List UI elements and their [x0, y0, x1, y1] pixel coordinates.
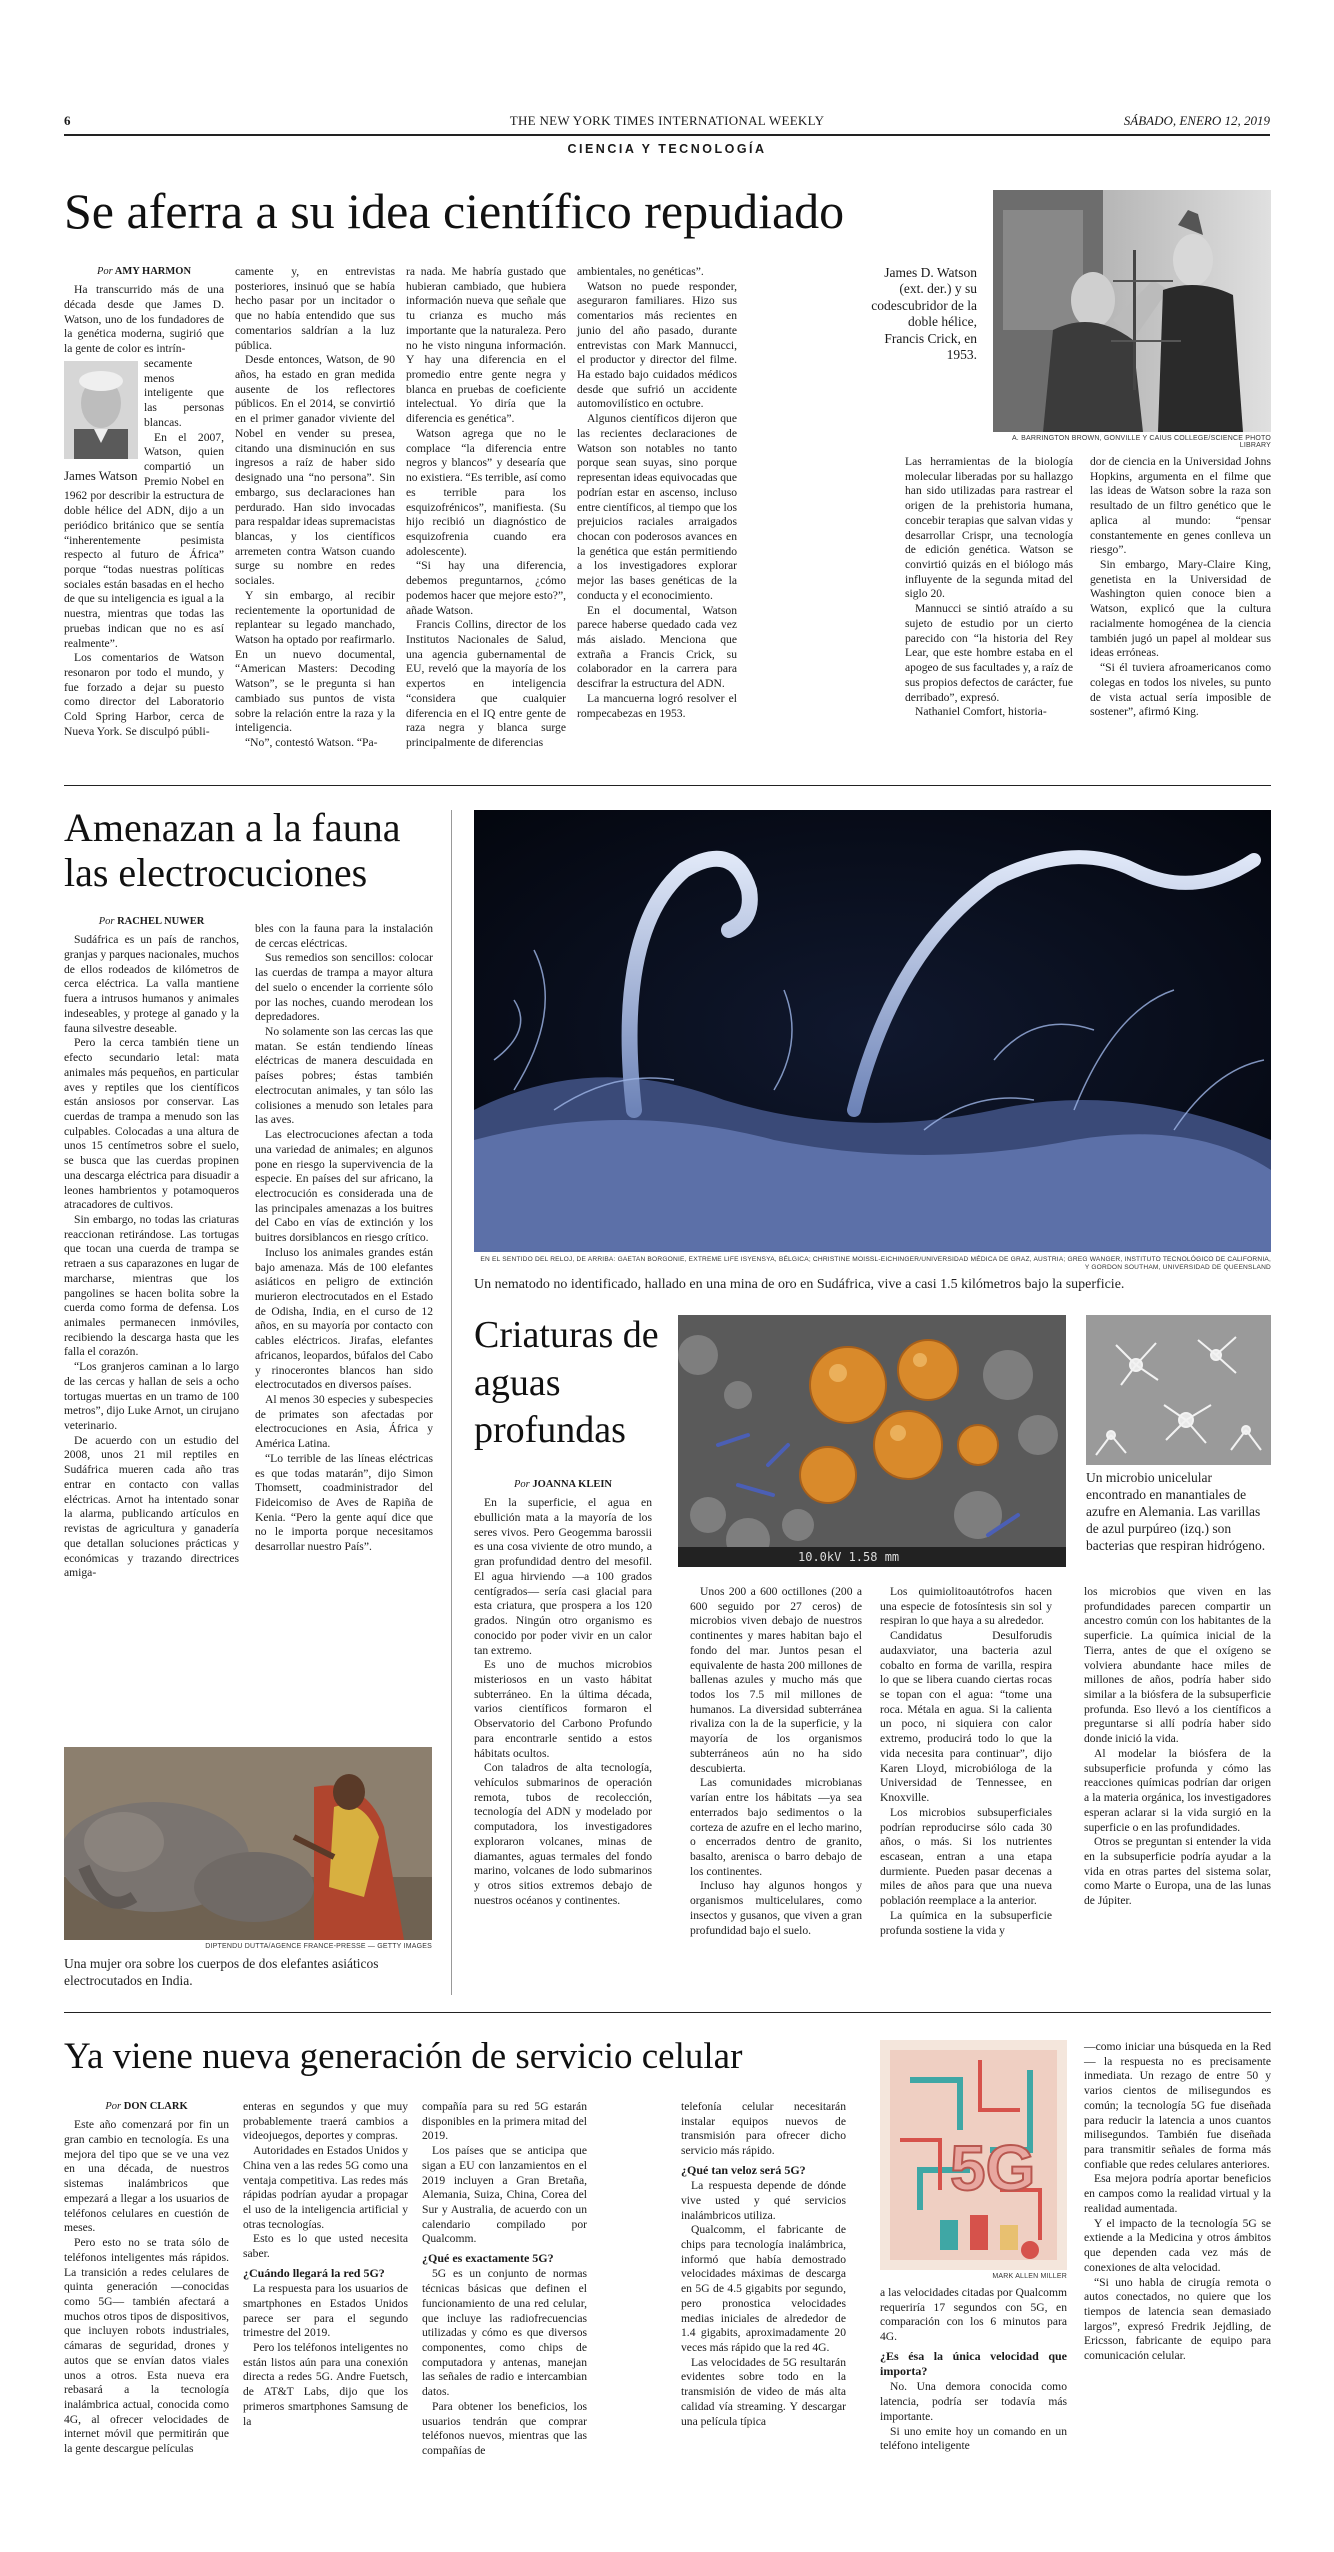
paragraph: Esa mejora podría aportar beneficios en campos como la realidad virtual y la realidad aumentada. [1084, 2172, 1271, 2215]
paragraph: dor de ciencia en la Universidad Johns Hopkins, argumenta en el filme que las ideas de Watson sobre la raza son resultado de un filtro genético que le aplica al mundo: “pensar constantemente en genes conlleva un riesgo”. [1090, 455, 1271, 557]
elephants-photo [64, 1747, 432, 1940]
page-number: 6 [64, 113, 71, 128]
article2-column-1 [64, 915, 239, 1581]
paragraph: 5G es un conjunto de normas técnicas básicas que definen el funcionamiento de una red celular, que incluye las radiofrecuencias utilizadas y cómo es que diversos componentes, como chips de computadora y antenas, manejan las señales de radio e intercambian datos. [422, 2267, 587, 2399]
nematode-photo-credit: EN EL SENTIDO DEL RELOJ, DE ARRIBA: GAETAN BORGONIE, EXTREME LIFE ISYENSYA, BÉLGICA; CHRISTINE MOISSL-EICHINGER/UNIVERSIDAD MÉDICA DE GRAZ, AUSTRIA; GREG WANGER, INSTITUTO TECNOLÓGICO DE CALIFORNIA, Y GORDON SOUTHAM, UNIVERSIDAD DE QUEENSLAND [480, 1256, 1271, 1272]
elephants-photo-caption: Una mujer ora sobre los cuerpos de dos elefantes asiáticos electrocutados en India. [64, 1956, 379, 1988]
watson-crick-photo-image [993, 190, 1271, 432]
paragraph: Las comunidades microbianas varían entre los hábitats —ya sea enterrados bajo sedimentos o la corteza de azufre en el lecho marino, o encerrados dentro de granito, basalto, arenisca o barro debajo de los continentes. [690, 1776, 862, 1878]
5g-illustration-credit: MARK ALLEN MILLER [992, 2273, 1067, 2280]
svg-text:5G: 5G [950, 2132, 1036, 2204]
article3-column-2 [690, 1585, 862, 1938]
paragraph: Watson agrega que no le complace “la diferencia entre negros y blancos” y desearía que no existiera. “Es terrible, así como es terrible para los esquizofrénicos”, manifiesta. (Su hijo recibió un diagnóstico de esquizofrenia cuando era adolescente). [406, 426, 567, 558]
paragraph: “Si él tuviera afroamericanos como colegas en todos los niveles, su punto de vista actual sería imposible de sostener”, afirmó King. [1090, 661, 1271, 719]
microbe-sem-photo [678, 1315, 1066, 1567]
paragraph: telefonía celular necesitarán instalar equipos nuevos de transmisión para ofrecer dicho servicio más rápido. [681, 2100, 846, 2158]
paragraph: Sin embargo, no todas las criaturas reaccionan retirándose. Las tortugas que tocan una cuerda de trampa se retraen a sus caparazones en lugar de marcharse, mientras que los pangolines se hacen bolita sobre la cuerda como forma de defensa. Los animales permanecen inmóviles, recibiendo la descarga hasta que les falla el corazón. [64, 1212, 239, 1359]
5g-illustration-image [880, 2040, 1067, 2270]
paragraph: Francis Collins, director de los Institutos Nacionales de Salud, una agencia gubernamental de EU, reveló que la mayoría de los expertos en inteligencia “considera que cualquier diferencia en el IQ entre gente de raza negra y blanca surge principalmente de diferencias [406, 618, 566, 749]
article3-column-3 [880, 1585, 1052, 1938]
paragraph: Incluso hay algunos hongos y organismos multicelulares, como insectos y gusanos, que viven a gran profundidad bajo el suelo. [690, 1879, 862, 1937]
nematode-photo-caption: Un nematodo no identificado, hallado en una mina de oro en Sudáfrica, vive a casi 1.5 kilómetros bajo la superficie. [474, 1277, 1125, 1292]
paragraph: Pero la cerca también tiene un efecto secundario letal: mata animales más pequeños, en particular aves y reptiles que los científicos están ansiosos por conservar. Las cuerdas de trampa a menudo son las culpables. Colocadas a una altura de unos 15 centímetros sobre el suelo, se busca que las cuerdas propinen una descarga eléctrica para disuadir a leones hambrientos y potamoqueros atracadores de cultivos. [64, 1036, 239, 1212]
paragraph: Los comentarios de Watson resonaron por todo el mundo, y fue forzado a dejar su puesto como director del Laboratorio Cold Spring Harbor, cerca de Nueva York. Se disculpó públi- [64, 651, 224, 738]
article2-byline: Por RACHEL NUWER [98, 916, 205, 927]
paragraph: Las electrocuciones afectan a toda una variedad de animales; en algunos pone en riesgo la supervivencia de la especie. En países del sur africano, la electrocución es considerada una de las principales amenazas a los buitres del Cabo en vías de extinción y los buitres dorsiblancos en riesgo crítico. [255, 1128, 433, 1245]
paragraph: Sus remedios son sencillos: colocar las cuerdas de trampa a mayor altura del suelo o encender la corriente sólo por las noches, cuando merodean los depredadores. [255, 951, 433, 1024]
elephants-photo-credit: DIPTENDU DUTTA/AGENCE FRANCE-PRESSE — GETTY IMAGES [205, 1943, 432, 1950]
paragraph: De acuerdo con un estudio del 2008, unos 21 mil reptiles en Sudáfrica mueren cada año tras entrar en contacto con vallas eléctricas. Arnot ha intentado sonar la alarma, publicando artículos en revistas de agricultura y ganadería que detallan soluciones prácticas y económicas y trazando directrices amiga- [64, 1433, 239, 1580]
article1-column-3 [406, 265, 566, 751]
paragraph: Los quimiolitoautótrofos hacen una especie de fotosíntesis sin sol y respiran lo que haya a su alrededor. [880, 1585, 1052, 1628]
paragraph: Ha transcurrido más de una década desde que James D. Watson, uno de los fundadores de la genética moderna, sugirió que la gente de color es intrín- [64, 283, 224, 356]
article4-column-6 [1084, 2040, 1271, 2364]
paragraph: No solamente son las cercas las que matan. Se están tendiendo líneas eléctricas de manera descuidada en países pobres; éstas también electrocutan animales, y tan sólo las colisiones a menudo son letales para las aves. [255, 1025, 433, 1127]
paragraph: Pero esto no se trata sólo de teléfonos inteligentes más rápidos. La transición a redes celulares de quinta generación —conocidas como 5G— también afectará a muchos otros tipos de dispositivos, que incluyen robots industriales, cámaras de seguridad, drones y autos que se envían datos viales unos a otros. Esta nueva era rebasará a la tecnología inalámbrica actual, conocida como 4G, al ofrecer velocidades de internet móvil que permitirán que la gente descargue películas [64, 2236, 229, 2456]
paragraph: Los países que se anticipa que sigan a EU con lanzamientos en el 2019 incluyen a Gran Bretaña, Alemania, Suiza, China, Corea del Sur y Australia, de acuerdo con un calendario compilado por Qualcomm. [422, 2144, 587, 2246]
paragraph: ra nada. Me habría gustado que hubieran cambiado, que hubiera información nueva que señale que tu crianza es mucho más importante que la naturaleza. Pero no he visto ninguna información. Y hay una diferencia en el promedio entre gente negra y blanca en pruebas de coeficiente intelectual. Yo diría que la diferencia es genética”. [406, 265, 566, 426]
publication-name: THE NEW YORK TIMES INTERNATIONAL WEEKLY [509, 113, 825, 128]
paragraph: No. Una demora conocida como latencia, podría ser todavía más importante. [880, 2380, 1067, 2423]
paragraph: Incluso los animales grandes están bajo amenaza. Más de 100 elefantes asiáticos en peligro de extinción murieron electrocutados en el Estado de Odisha, India, en el curso de 12 años, en su mayoría por contacto con cables eléctricos. Jirafas, elefantes africanos, leopardos, búfalos del Cabo y rinocerontes blancos han sido electrocutados en diversos países. [255, 1245, 433, 1392]
article4-column-4 [681, 2100, 846, 2429]
watson-inset-caption: James Watson [64, 467, 138, 483]
article4-byline: Por DON CLARK [105, 2101, 188, 2112]
microbe-unicellular-caption: Un microbio unicelular encontrado en manantiales de azufre en Alemania. Las varillas de azul purpúreo (izq.) son bacterias que respiran hidrógeno. [1086, 1470, 1266, 1553]
microbe-unicellular-image [1086, 1315, 1271, 1465]
article3-column-4 [1084, 1585, 1271, 1909]
elephants-photo-image [64, 1747, 432, 1940]
watson-crick-photo [993, 190, 1271, 432]
paragraph: Unos 200 a 600 octillones (200 a 600 seguido por 27 ceros) de microbios viven debajo de nuestros continentes y mares habitan bajo el fondo del mar. Juntos pesan el equivalente de hasta 200 millones de ballenas azules y mucho más que todos los 7.5 mil millones de humanos. La diversidad subterránea rivaliza con la de la superficie, y la mayoría de los organismos subterráneos aún no ha sido descubierta. [690, 1585, 862, 1775]
subhead-how-fast-5g: ¿Qué tan veloz será 5G? [681, 2162, 806, 2177]
paragraph: Desde entonces, Watson, de 90 años, ha estado en gran medida ausente de los reflectores públicos. En el 2014, se convirtió en el primer ganador viviente del Nobel en vender su presea, citando una disminución en sus ingresos a raíz de haber sido designado una “no persona”. Sin embargo, sus declaraciones han perdurado. Han sido invocadas para respaldar ideas supremacistas blancas, y los científicos arremeten contra Watson cuando surge su nombre en redes sociales. [235, 353, 395, 588]
article3-column-1 [474, 1478, 652, 1908]
nematode-photo [474, 810, 1271, 1252]
article4-headline: Ya viene nueva generación de servicio celular [64, 2036, 743, 2077]
masthead-rule [64, 134, 1270, 136]
article1-bottom-rule [64, 785, 1271, 786]
paragraph: Si uno emite hoy un comando en un teléfono inteligente [880, 2424, 1067, 2453]
paragraph: Autoridades en Estados Unidos y China ven a las redes 5G como una ventaja competitiva. Las redes más rápidas podrían ayudar a propagar el uso de la inteligencia artificial y otras tecnologías. [243, 2144, 408, 2231]
paragraph: En el documental, Watson parece haberse quedado cada vez más aislado. Menciona que extraña a Francis Crick, su colaborador en la carrera para descifrar la estructura del ADN. [577, 603, 737, 691]
masthead [64, 110, 1270, 162]
section-label: CIENCIA Y TECNOLOGÍA [567, 142, 767, 156]
paragraph: Watson no puede responder, aseguraron familiares. Hizo sus comentarios más recientes en junio del año pasado, durante entrevistas con Mark Mannucci, el productor y director del filme. Ha estado bajo cuidados médicos desde que sufrió un accidente automovilístico en octubre. [577, 279, 737, 411]
article4-column-2 [243, 2100, 408, 2429]
watson-portrait-photo [64, 361, 138, 459]
paragraph: En el 2007, Watson, quien compartió un Premio Nobel en 1962 por describir la estructura de doble hélice del ADN, dijo a un periódico británico que se sentía “inherentemente pesimista respecto al futuro de África” porque “todas nuestras políticas sociales están basadas en el hecho de que su inteligencia es igual a la nuestra, mientras que todas las pruebas indican que no es así realmente”. [64, 430, 224, 650]
paragraph: compañía para su red 5G estarán disponibles en la primera mitad del 2019. [422, 2100, 587, 2143]
paragraph: Pero los teléfonos inteligentes no están listos aún para una conexión directa a redes 5G. Andre Fuetsch, de AT&T Labs, dijo que los primeros smartphones Samsung de la [243, 2341, 408, 2428]
paragraph: Este año comenzará por fin un gran cambio en tecnología. Es una mejora del tipo que se ve una vez en una década, de nuestros sistemas inalámbricos que empezará a llegar a los usuarios de teléfonos celulares en cuestión de meses. [64, 2118, 229, 2235]
paragraph: Esto es lo que usted necesita saber. [243, 2232, 408, 2261]
paragraph: Al menos 30 especies y subespecies de primates son afectadas por electrocuciones en Asia, África y América Latina. [255, 1393, 433, 1451]
issue-date: SÁBADO, ENERO 12, 2019 [1123, 113, 1270, 128]
paragraph: En la superficie, el agua en ebullición mata a la mayoría de los seres vivos. Pero Geogemma barossii es una cosa viviente de otro mundo, a gran profundidad dentro del mesofil. El agua hirviendo —a 100 grados centígrados— sería casi glacial para esta criatura, que prospera a los 120 grados. Ningún otro organismo es conocido por poder vivir en un calor tan extremo. [474, 1496, 652, 1657]
paragraph: “Los granjeros caminan a lo largo de las cercas y hallan de seis a ocho tortugas muertas en un tramo de 100 metros”, dijo Luke Arnot, un cirujano veterinario. [64, 1360, 239, 1433]
article1-column-4 [577, 265, 737, 721]
paragraph: La respuesta depende de dónde vive usted y qué servicios inalámbricos utiliza. [681, 2179, 846, 2222]
paragraph: a las velocidades citadas por Qualcomm requeriría 17 segundos con 5G, en comparación con los 6 minutos para 4G. [880, 2286, 1067, 2344]
paragraph: “No”, contestó Watson. “Pa- [245, 736, 378, 749]
subhead-when-5g: ¿Cuándo llegará la red 5G? [243, 2265, 385, 2280]
paragraph: Las velocidades de 5G resultarán evidentes sobre todo en la transmisión de video de más alta calidad vía streaming. Y descargar una película típica [681, 2355, 846, 2428]
article4-column-3 [422, 2100, 587, 2459]
subhead-only-speed: ¿Es ésa la única velocidad que importa? [880, 2348, 1067, 2379]
paragraph: Sudáfrica es un país de ranchos, granjas y parques nacionales, muchos de ellos rodeados de kilómetros de cerca eléctrica. La valla mantiene fuera a intrusos humanos y animales indeseables, y protege al ganado y la fauna silvestre deseable. [64, 933, 239, 1035]
paragraph: La mancuerna logró resolver el rompecabezas en 1953. [577, 691, 737, 720]
paragraph: Y el impacto de la tecnología 5G se extiende a la Medicina y otros ámbitos que dependen cada vez más de conexiones de alta velocidad. [1084, 2216, 1271, 2274]
paragraph: Algunos científicos dijeron que las recientes declaraciones de Watson son notables no tanto porque sean suyas, sino porque representan ideas equivocadas que podrían estar en ascenso, incluso entre científicos, al tiempo que los prejuicios raciales arraigados chocan con poderosos avances en la genética que están permitiendo a los investigadores explorar mejor las bases genéticas de la conducta y el econocimiento. [577, 412, 737, 602]
paragraph: enteras en segundos y que muy probablemente traerá cambios a videojuegos, deportes y compras. [243, 2100, 408, 2143]
microbe-unicellular-photo [1086, 1315, 1271, 1465]
article1-column-2 [235, 265, 395, 751]
paragraph: secamente menos inteligente que las personas blancas. [144, 356, 224, 429]
subhead-what-is-5g: ¿Qué es exactamente 5G? [422, 2251, 554, 2266]
paragraph: “Si hay una diferencia, debemos preguntarnos, ¿cómo podemos hacer que mejore esto?”, añade Watson. [406, 559, 566, 617]
article1-column-1 [64, 265, 224, 740]
article1-column-6 [1090, 455, 1271, 720]
microbe-sem-image [678, 1315, 1066, 1567]
article1-column-5 [905, 455, 1073, 720]
paragraph: Y sin embargo, al recibir recientemente la oportunidad de replantear su legado manchado, Watson ha optado por reafirmarlo. En un nuevo documental, “American Masters: Decoding Watson”, se le pregunta si han cambiado sus puntos de vista sobre la relación entre la raza y la inteligencia. [235, 588, 395, 735]
paragraph: —como iniciar una búsqueda en la Red— la respuesta no es precisamente inmediata. Un rezago de entre 50 y varios cientos de milisegundos es común; la tecnología 5G fue diseñada para reducir la latencia a unos cuantos milisegundos. También fue diseñada para transmitir señales de forma más confiable que redes celulares anteriores. [1084, 2040, 1271, 2171]
paragraph: Las herramientas de la biología molecular liberadas por su hallazgo han sido utilizadas para rastrear el origen de la prehistoria humana, concebir terapias que salvan vidas y desarrollar Crispr, una tecnología de edición genética. Watson se convirtió quizás en el biólogo más influyente de la segunda mitad del siglo 20. [905, 455, 1073, 601]
paragraph: Al modelar la biósfera de la subsuperficie profunda y cómo las reacciones químicas podrían dar origen a la materia orgánica, los investigadores esperan aclarar si la vida surgió en la superficie o en las profundidades. [1084, 1746, 1271, 1834]
paragraph: Mannucci se sintió atraído a su sujeto de estudio por un cierto parecido con “la historia del Rey Lear, que este hombre estaba en el apogeo de sus facultades y, a raíz de sus propios defectos de carácter, fue derribado”, expresó. [905, 602, 1073, 704]
article2-column-2 [255, 922, 433, 1555]
paragraph: Con taladros de alta tecnología, vehículos submarinos de operación remota, tubos de recolección, tecnología del ADN y modelado por computadora, los investigadores exploraron volcanes, minas de diamantes, aguas termales del fondo marino, volcanes de lodo submarinos y otros sitios extremos debajo de nuestros océanos y continentes. [474, 1761, 652, 1907]
watson-crick-photo-caption: James D. Watson (ext. der.) y su codescubridor de la doble hélice, Francis Crick, en 1953. [871, 265, 977, 363]
paragraph: Qualcomm, el fabricante de chips para tecnología inalámbrica, informó que había demostrado velocidades máximas de descarga en 5G de 4.5 gigabits por segundo, pero pronostica velocidades medias iniciales de alrededor de 1.4 gigabits, aproximadamente 20 veces más rápido que la red 4G. [681, 2223, 846, 2355]
paragraph: los microbios que viven en las profundidades parecen compartir un ancestro común con los habitantes de la superficie. La química inicial de la Tierra, antes de que el oxígeno se volviera abundante hace miles de millones de años, podría haber sido similar a la biósfera de la subsuperficie profunda. Eso llevó a los científicos a preguntarse si allí podría haber sido donde inició la vida. [1084, 1585, 1271, 1746]
paragraph: Candidatus Desulforudis audaxviator, una bacteria azul cobalto en forma de varilla, respira lo que se libera cuando ciertas rocas se topan con el agua: “tome una roca. Métala en agua. Si la calienta un poco, ni siquiera con calor extremo, producirá todo lo que la vida necesita para continuar”, dijo Karen Lloyd, microbióloga de la Universidad de Tennessee, en Knoxville. [880, 1629, 1052, 1805]
paragraph: “Si uno habla de cirugía remota o autos conectados, no quiere que los tiempos de latencia sean demasiado largos”, expresó Fredrik Jejdling, de Ericsson, fabricante de equipo para comunicación celular. [1084, 2275, 1271, 2363]
article1-byline: Por AMY HARMON [96, 266, 192, 277]
paragraph: camente y, en entrevistas posteriores, insinuó que se había hecho pasar por un incitador o que no había entendido que sus comentarios saldrían a la luz pública. [235, 265, 395, 352]
article4-column-5 [880, 2286, 1067, 2454]
article3-headline: Criaturas de aguas profundas [474, 1314, 659, 1451]
article2-divider [451, 810, 452, 1995]
paragraph: Otros se preguntan si entender la vida en la subsuperficie podría ayudar a la vida en otras partes del sistema solar, como Marte o Europa, una de las lunas de Júpiter. [1084, 1835, 1271, 1908]
watson-inset [64, 361, 138, 483]
paragraph: Es uno de muchos microbios misteriosos en un vasto hábitat subterráneo. En la última década, varios científicos formaron el Observatorio del Carbono Profundo para encontrarle sentido a estos hábitats ocultos. [474, 1658, 652, 1760]
paragraph: Para obtener los beneficios, los usuarios tendrán que comprar teléfonos nuevos, mientras que las compañías de [422, 2399, 587, 2458]
paragraph: bles con la fauna para la instalación de cercas eléctricas. [255, 922, 433, 950]
paragraph: ambientales, no genéticas”. [577, 265, 704, 278]
paragraph: La química en la subsuperficie profunda sostiene la vida y [880, 1908, 1052, 1937]
paragraph: Nathaniel Comfort, historia- [915, 705, 1047, 719]
article2-headline: Amenazan a la fauna las electrocuciones [64, 805, 401, 895]
paragraph: “Lo terrible de las líneas eléctricas es que todas matarán”, dijo Simon Thomsett, coadministrador del Fideicomiso de Aves de Rapiña de Kenia. “Pero la gente aquí dice que no le importa porque necesitamos desarrollar nuestro País”. [255, 1451, 433, 1554]
paragraph: La respuesta para los usuarios de smartphones en Estados Unidos parece ser para el segundo trimestre del 2019. [243, 2282, 408, 2340]
article3-bottom-rule [64, 2012, 1271, 2013]
article1-headline: Se aferra a su idea científico repudiado [64, 183, 845, 239]
paragraph: Los microbios subsuperficiales podrían reproducirse sólo cada 30 años, o más. Si los nutrientes escasean, entran a una etapa durmiente. Pueden pasar decenas a miles de años para que una nueva población reemplace a la anterior. [880, 1805, 1052, 1908]
article4-column-1 [64, 2100, 229, 2457]
5g-illustration [880, 2040, 1067, 2270]
nematode-photo-image [474, 810, 1271, 1252]
watson-crick-photo-credit: A. BARRINGTON BROWN, GONVILLE Y CAIUS COLLEGE/SCIENCE PHOTO LIBRARY [1011, 435, 1271, 449]
article3-byline: Por JOANNA KLEIN [513, 1479, 612, 1490]
sem-overlay-label: 10.0kV 1.58 mm [798, 1550, 900, 1564]
paragraph: Sin embargo, Mary-Claire King, genetista en la Universidad de Washington quien conoce bien a Watson, explicó que la cultura racialmente homogénea de la ciencia también jugó un papel al moldear sus ideas erróneas. [1090, 558, 1271, 660]
